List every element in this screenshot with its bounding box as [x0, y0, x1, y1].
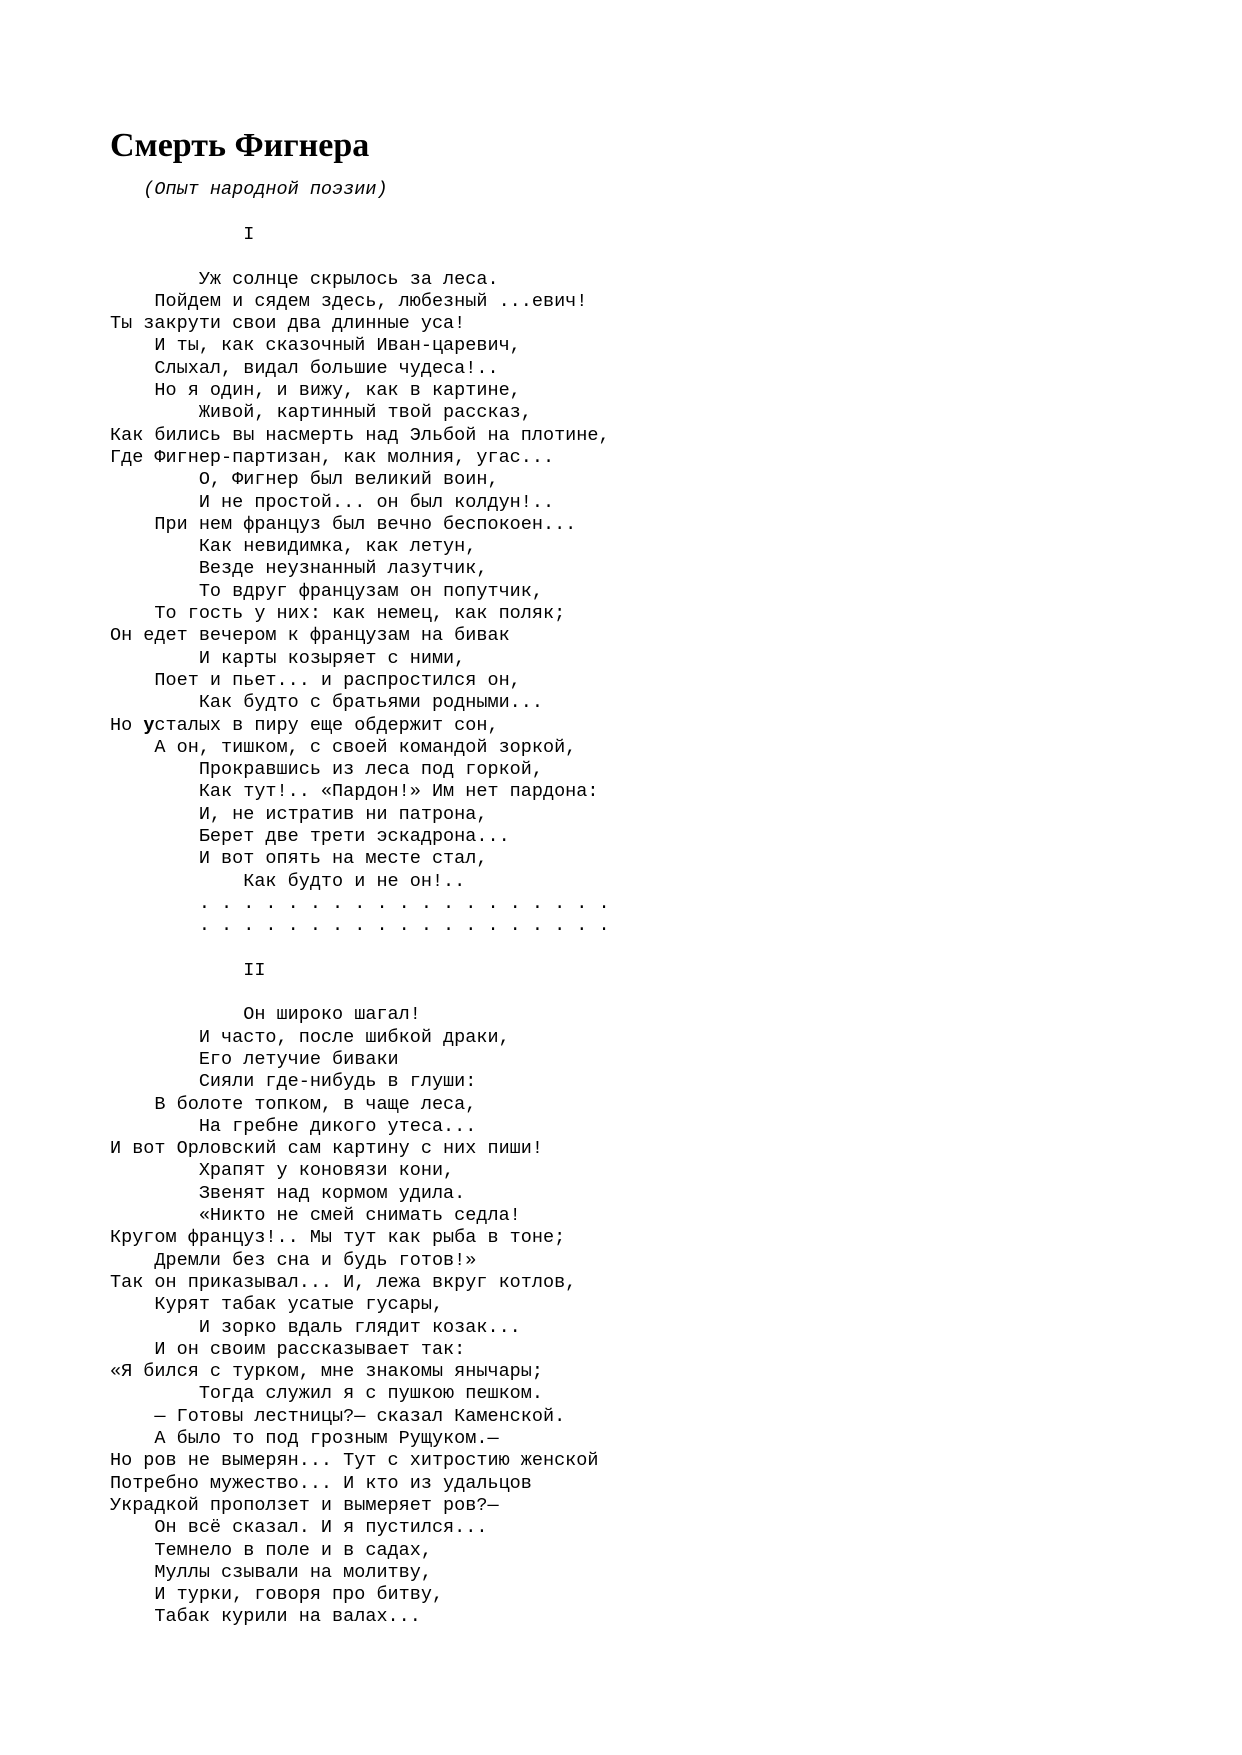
poem-line: Курят табак усатые гусары,: [110, 1294, 444, 1316]
poem-line: Прокравшись из леса под горкой,: [110, 759, 543, 781]
poem-line: Как будто с братьями родными...: [110, 692, 543, 714]
poem-line: И не простой... он был колдун!..: [110, 491, 555, 513]
poem-line: Табак курили на валах...: [110, 1606, 421, 1628]
poem-line: Слыхал, видал большие чудеса!..: [110, 357, 499, 379]
poem-line: Как бились вы насмерть над Эльбой на плотине,: [110, 424, 610, 446]
poem-line: Уж солнце скрылось за леса.: [110, 268, 499, 290]
poem-line: И он своим рассказывает так:: [110, 1338, 466, 1360]
poem-line: И вот опять на месте стал,: [110, 848, 488, 870]
poem-line: И, не истратив ни патрона,: [110, 803, 488, 825]
poem-line: Ты закрути свои два длинные уса!: [110, 313, 466, 335]
poem-line: То гость у них: как немец, как поляк;: [110, 603, 566, 625]
blank-line: [110, 982, 610, 1004]
poem-line: . . . . . . . . . . . . . . . . . . .: [110, 892, 610, 914]
poem-line: Его летучие биваки: [110, 1048, 399, 1070]
poem-line: Где Фигнер-партизан, как молния, угас...: [110, 446, 555, 468]
poem-line: На гребне дикого утеса...: [110, 1115, 477, 1137]
poem-title: Смерть Фигнера: [110, 127, 370, 164]
poem-line: Берет две трети эскадрона...: [110, 826, 510, 848]
blank-line: [110, 246, 610, 268]
poem-line: А было то под грозным Рущуком.—: [110, 1428, 499, 1450]
poem-line: «Никто не смей снимать седла!: [110, 1205, 521, 1227]
poem-line: Так он приказывал... И, лежа вкруг котлов,: [110, 1271, 577, 1293]
blank-line: [110, 938, 610, 960]
poem-line: Живой, картинный твой рассказ,: [110, 402, 532, 424]
poem-subtitle: (Опыт народной поэзии): [110, 179, 388, 200]
poem-line: Поет и пьет... и распростился он,: [110, 669, 521, 691]
poem-line: В болоте топком, в чаще леса,: [110, 1093, 477, 1115]
poem-line: Но я один, и вижу, как в картине,: [110, 380, 521, 402]
poem-line: И часто, после шибкой драки,: [110, 1026, 510, 1048]
poem-line: Он широко шагал!: [110, 1004, 421, 1026]
poem-line: Тогда служил я с пушкою пешком.: [110, 1383, 543, 1405]
poem-line: Как будто и не он!..: [110, 870, 466, 892]
poem-line: То вдруг французам он попутчик,: [110, 580, 543, 602]
poem-line: И вот Орловский сам картину с них пиши!: [110, 1138, 543, 1160]
poem-line: — Готовы лестницы?— сказал Каменской.: [110, 1405, 566, 1427]
poem-line: Как тут!.. «Пардон!» Им нет пардона:: [110, 781, 599, 803]
poem-line: И турки, говоря про битву,: [110, 1584, 444, 1606]
poem-line: И ты, как сказочный Иван-царевич,: [110, 335, 521, 357]
poem-line: II: [110, 959, 266, 981]
poem-line: Пойдем и сядем здесь, любезный ...евич!: [110, 290, 588, 312]
poem-line: Он едет вечером к французам на бивак: [110, 625, 510, 647]
poem-line: I: [110, 224, 255, 245]
poem-line: Но ров не вымерян... Тут с хитростию женской: [110, 1450, 599, 1472]
poem-line: Темнело в поле и в садах,: [110, 1539, 432, 1561]
poem-line: А он, тишком, с своей командой зоркой,: [110, 736, 577, 758]
poem-line: И зорко вдаль глядит козак...: [110, 1316, 521, 1338]
poem-line: Но усталых в пиру еще обдержит сон,: [110, 714, 499, 736]
poem-line: Муллы сзывали на молитву,: [110, 1561, 432, 1583]
poem-line: Украдкой проползет и вымеряет ров?—: [110, 1494, 499, 1516]
poem-line: О, Фигнер был великий воин,: [110, 469, 499, 491]
poem-line: Сияли где-нибудь в глуши:: [110, 1071, 477, 1093]
poem-line: . . . . . . . . . . . . . . . . . . .: [110, 915, 610, 937]
poem-line: При нем француз был вечно беспокоен...: [110, 513, 577, 535]
poem-line: Он всё сказал. И я пустился...: [110, 1517, 488, 1539]
poem-line: Звенят над кормом удила.: [110, 1182, 466, 1204]
poem-line: Дремли без сна и будь готов!»: [110, 1249, 477, 1271]
poem-line: Потребно мужество... И кто из удальцов: [110, 1472, 532, 1494]
poem-line: «Я бился с турком, мне знакомы янычары;: [110, 1361, 543, 1383]
poem-line: Храпят у коновязи кони,: [110, 1160, 455, 1182]
poem-line: Везде неузнанный лазутчик,: [110, 558, 488, 580]
poem-line: Как невидимка, как летун,: [110, 536, 477, 558]
poem-line: И карты козыряет с ними,: [110, 647, 466, 669]
poem-body: [110, 224, 610, 1629]
poem-line: Кругом француз!.. Мы тут как рыба в тоне;: [110, 1227, 566, 1249]
